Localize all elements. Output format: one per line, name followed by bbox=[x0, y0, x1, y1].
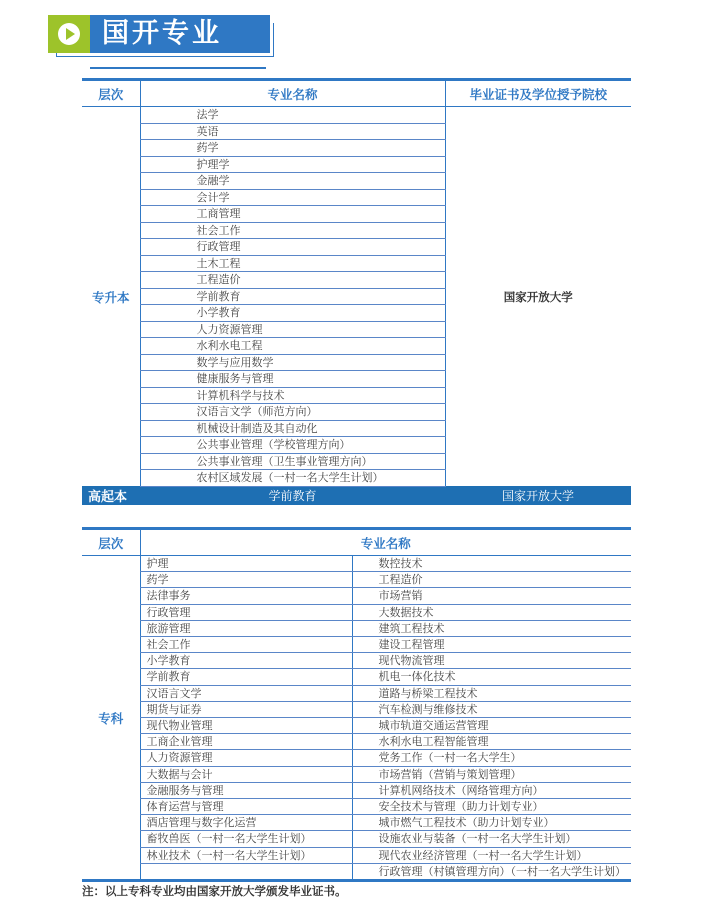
major-cell: 城市燃气工程技术（助力计划专业） bbox=[352, 815, 631, 831]
major-cell: 大数据技术 bbox=[352, 604, 631, 620]
major-cell: 农村区域发展（一村一名大学生计划） bbox=[140, 470, 445, 487]
major-cell: 建设工程管理 bbox=[352, 637, 631, 653]
major-cell: 金融学 bbox=[140, 173, 445, 190]
header-school: 毕业证书及学位授予院校 bbox=[445, 80, 631, 107]
major-cell: 安全技术与管理（助力计划专业） bbox=[352, 799, 631, 815]
table-row bbox=[82, 863, 631, 880]
major-cell: 建筑工程技术 bbox=[352, 620, 631, 636]
table-row bbox=[82, 637, 631, 653]
major-cell: 英语 bbox=[140, 123, 445, 140]
major-cell: 道路与桥梁工程技术 bbox=[352, 685, 631, 701]
table-row bbox=[82, 766, 631, 782]
major-cell: 现代物流管理 bbox=[352, 653, 631, 669]
footnote: 注：以上专科专业均由国家开放大学颁发毕业证书。 bbox=[82, 884, 347, 898]
major-cell: 金融服务与管理 bbox=[140, 782, 352, 798]
major-cell: 现代物业管理 bbox=[140, 718, 352, 734]
major-cell: 法律事务 bbox=[140, 588, 352, 604]
major-cell: 党务工作（一村一名大学生） bbox=[352, 750, 631, 766]
title-banner bbox=[48, 15, 268, 53]
major-cell: 人力资源管理 bbox=[140, 321, 445, 338]
table-row bbox=[82, 701, 631, 717]
major-cell: 工商管理 bbox=[140, 206, 445, 223]
table-row bbox=[82, 604, 631, 620]
header-major: 专业名称 bbox=[140, 529, 631, 556]
major-cell: 健康服务与管理 bbox=[140, 371, 445, 388]
major-cell: 酒店管理与数字化运营 bbox=[140, 815, 352, 831]
table-row bbox=[82, 620, 631, 636]
major-cell: 学前教育 bbox=[140, 486, 445, 505]
table-row bbox=[82, 831, 631, 847]
table-row bbox=[82, 734, 631, 750]
major-cell: 会计学 bbox=[140, 189, 445, 206]
major-cell: 城市轨道交通运营管理 bbox=[352, 718, 631, 734]
major-cell: 市场营销（营销与策划管理） bbox=[352, 766, 631, 782]
major-cell: 期货与证券 bbox=[140, 701, 352, 717]
table-row bbox=[82, 107, 631, 124]
major-cell: 工程造价 bbox=[352, 572, 631, 588]
major-cell: 学前教育 bbox=[140, 669, 352, 685]
table-row bbox=[82, 669, 631, 685]
table-row bbox=[82, 718, 631, 734]
major-cell: 计算机网络技术（网络管理方向） bbox=[352, 782, 631, 798]
level-cell: 专科 bbox=[98, 710, 124, 726]
major-cell: 现代农业经济管理（一村一名大学生计划） bbox=[352, 847, 631, 863]
major-cell: 工程造价 bbox=[140, 272, 445, 289]
major-cell: 社会工作 bbox=[140, 222, 445, 239]
page-title: 国开专业 bbox=[90, 15, 270, 53]
major-cell: 护理学 bbox=[140, 156, 445, 173]
major-cell: 土木工程 bbox=[140, 255, 445, 272]
table-row bbox=[82, 556, 631, 572]
level-cell: 专升本 bbox=[91, 289, 130, 305]
header-level: 层次 bbox=[82, 529, 140, 556]
table-row bbox=[82, 782, 631, 798]
major-cell: 畜牧兽医（一村一名大学生计划） bbox=[140, 831, 352, 847]
major-cell: 小学教育 bbox=[140, 653, 352, 669]
major-cell: 计算机科学与技术 bbox=[140, 387, 445, 404]
play-icon bbox=[58, 23, 80, 45]
level-cell: 高起本 bbox=[82, 486, 140, 505]
table-row bbox=[82, 588, 631, 604]
major-cell: 行政管理（村镇管理方向）（一村一名大学生计划） bbox=[378, 864, 626, 878]
major-cell: 设施农业与装备（一村一名大学生计划） bbox=[352, 831, 631, 847]
college-majors-table bbox=[82, 527, 631, 882]
major-cell: 行政管理 bbox=[140, 604, 352, 620]
major-cell: 学前教育 bbox=[140, 288, 445, 305]
header-level: 层次 bbox=[82, 80, 140, 107]
major-cell: 汽车检测与维修技术 bbox=[352, 701, 631, 717]
title-underline bbox=[90, 67, 266, 69]
major-cell: 体育运营与管理 bbox=[140, 799, 352, 815]
major-cell: 水利水电工程智能管理 bbox=[352, 734, 631, 750]
table-row bbox=[82, 653, 631, 669]
major-cell: 旅游管理 bbox=[140, 620, 352, 636]
table-row bbox=[82, 847, 631, 863]
major-cell: 数学与应用数学 bbox=[140, 354, 445, 371]
gqb-row bbox=[82, 486, 631, 505]
school-cell: 国家开放大学 bbox=[445, 486, 631, 505]
major-cell: 机电一体化技术 bbox=[352, 669, 631, 685]
major-cell: 机械设计制造及其自动化 bbox=[140, 420, 445, 437]
major-cell bbox=[140, 863, 352, 880]
table-row bbox=[82, 572, 631, 588]
major-cell: 汉语言文学（师范方向） bbox=[140, 404, 445, 421]
major-cell: 大数据与会计 bbox=[140, 766, 352, 782]
major-cell: 工商企业管理 bbox=[140, 734, 352, 750]
header-major: 专业名称 bbox=[140, 80, 445, 107]
major-cell: 市场营销 bbox=[352, 588, 631, 604]
table-header bbox=[82, 80, 631, 107]
school-cell: 国家开放大学 bbox=[503, 289, 573, 304]
table-row bbox=[82, 750, 631, 766]
undergrad-majors-table bbox=[82, 78, 631, 505]
major-cell: 汉语言文学 bbox=[140, 685, 352, 701]
major-cell: 公共事业管理（卫生事业管理方向） bbox=[140, 453, 445, 470]
major-cell: 林业技术（一村一名大学生计划） bbox=[140, 847, 352, 863]
table-header bbox=[82, 529, 631, 556]
major-cell: 小学教育 bbox=[140, 305, 445, 322]
major-cell: 药学 bbox=[140, 572, 352, 588]
major-cell: 行政管理 bbox=[140, 239, 445, 256]
table-row bbox=[82, 685, 631, 701]
major-cell: 药学 bbox=[140, 140, 445, 157]
major-cell: 人力资源管理 bbox=[140, 750, 352, 766]
major-cell: 社会工作 bbox=[140, 637, 352, 653]
major-cell: 数控技术 bbox=[352, 556, 631, 572]
banner-icon-box bbox=[48, 15, 90, 53]
major-cell: 公共事业管理（学校管理方向） bbox=[140, 437, 445, 454]
major-cell: 法学 bbox=[140, 107, 445, 124]
table-row bbox=[82, 799, 631, 815]
major-cell: 护理 bbox=[140, 556, 352, 572]
major-cell: 水利水电工程 bbox=[140, 338, 445, 355]
table-row bbox=[82, 815, 631, 831]
